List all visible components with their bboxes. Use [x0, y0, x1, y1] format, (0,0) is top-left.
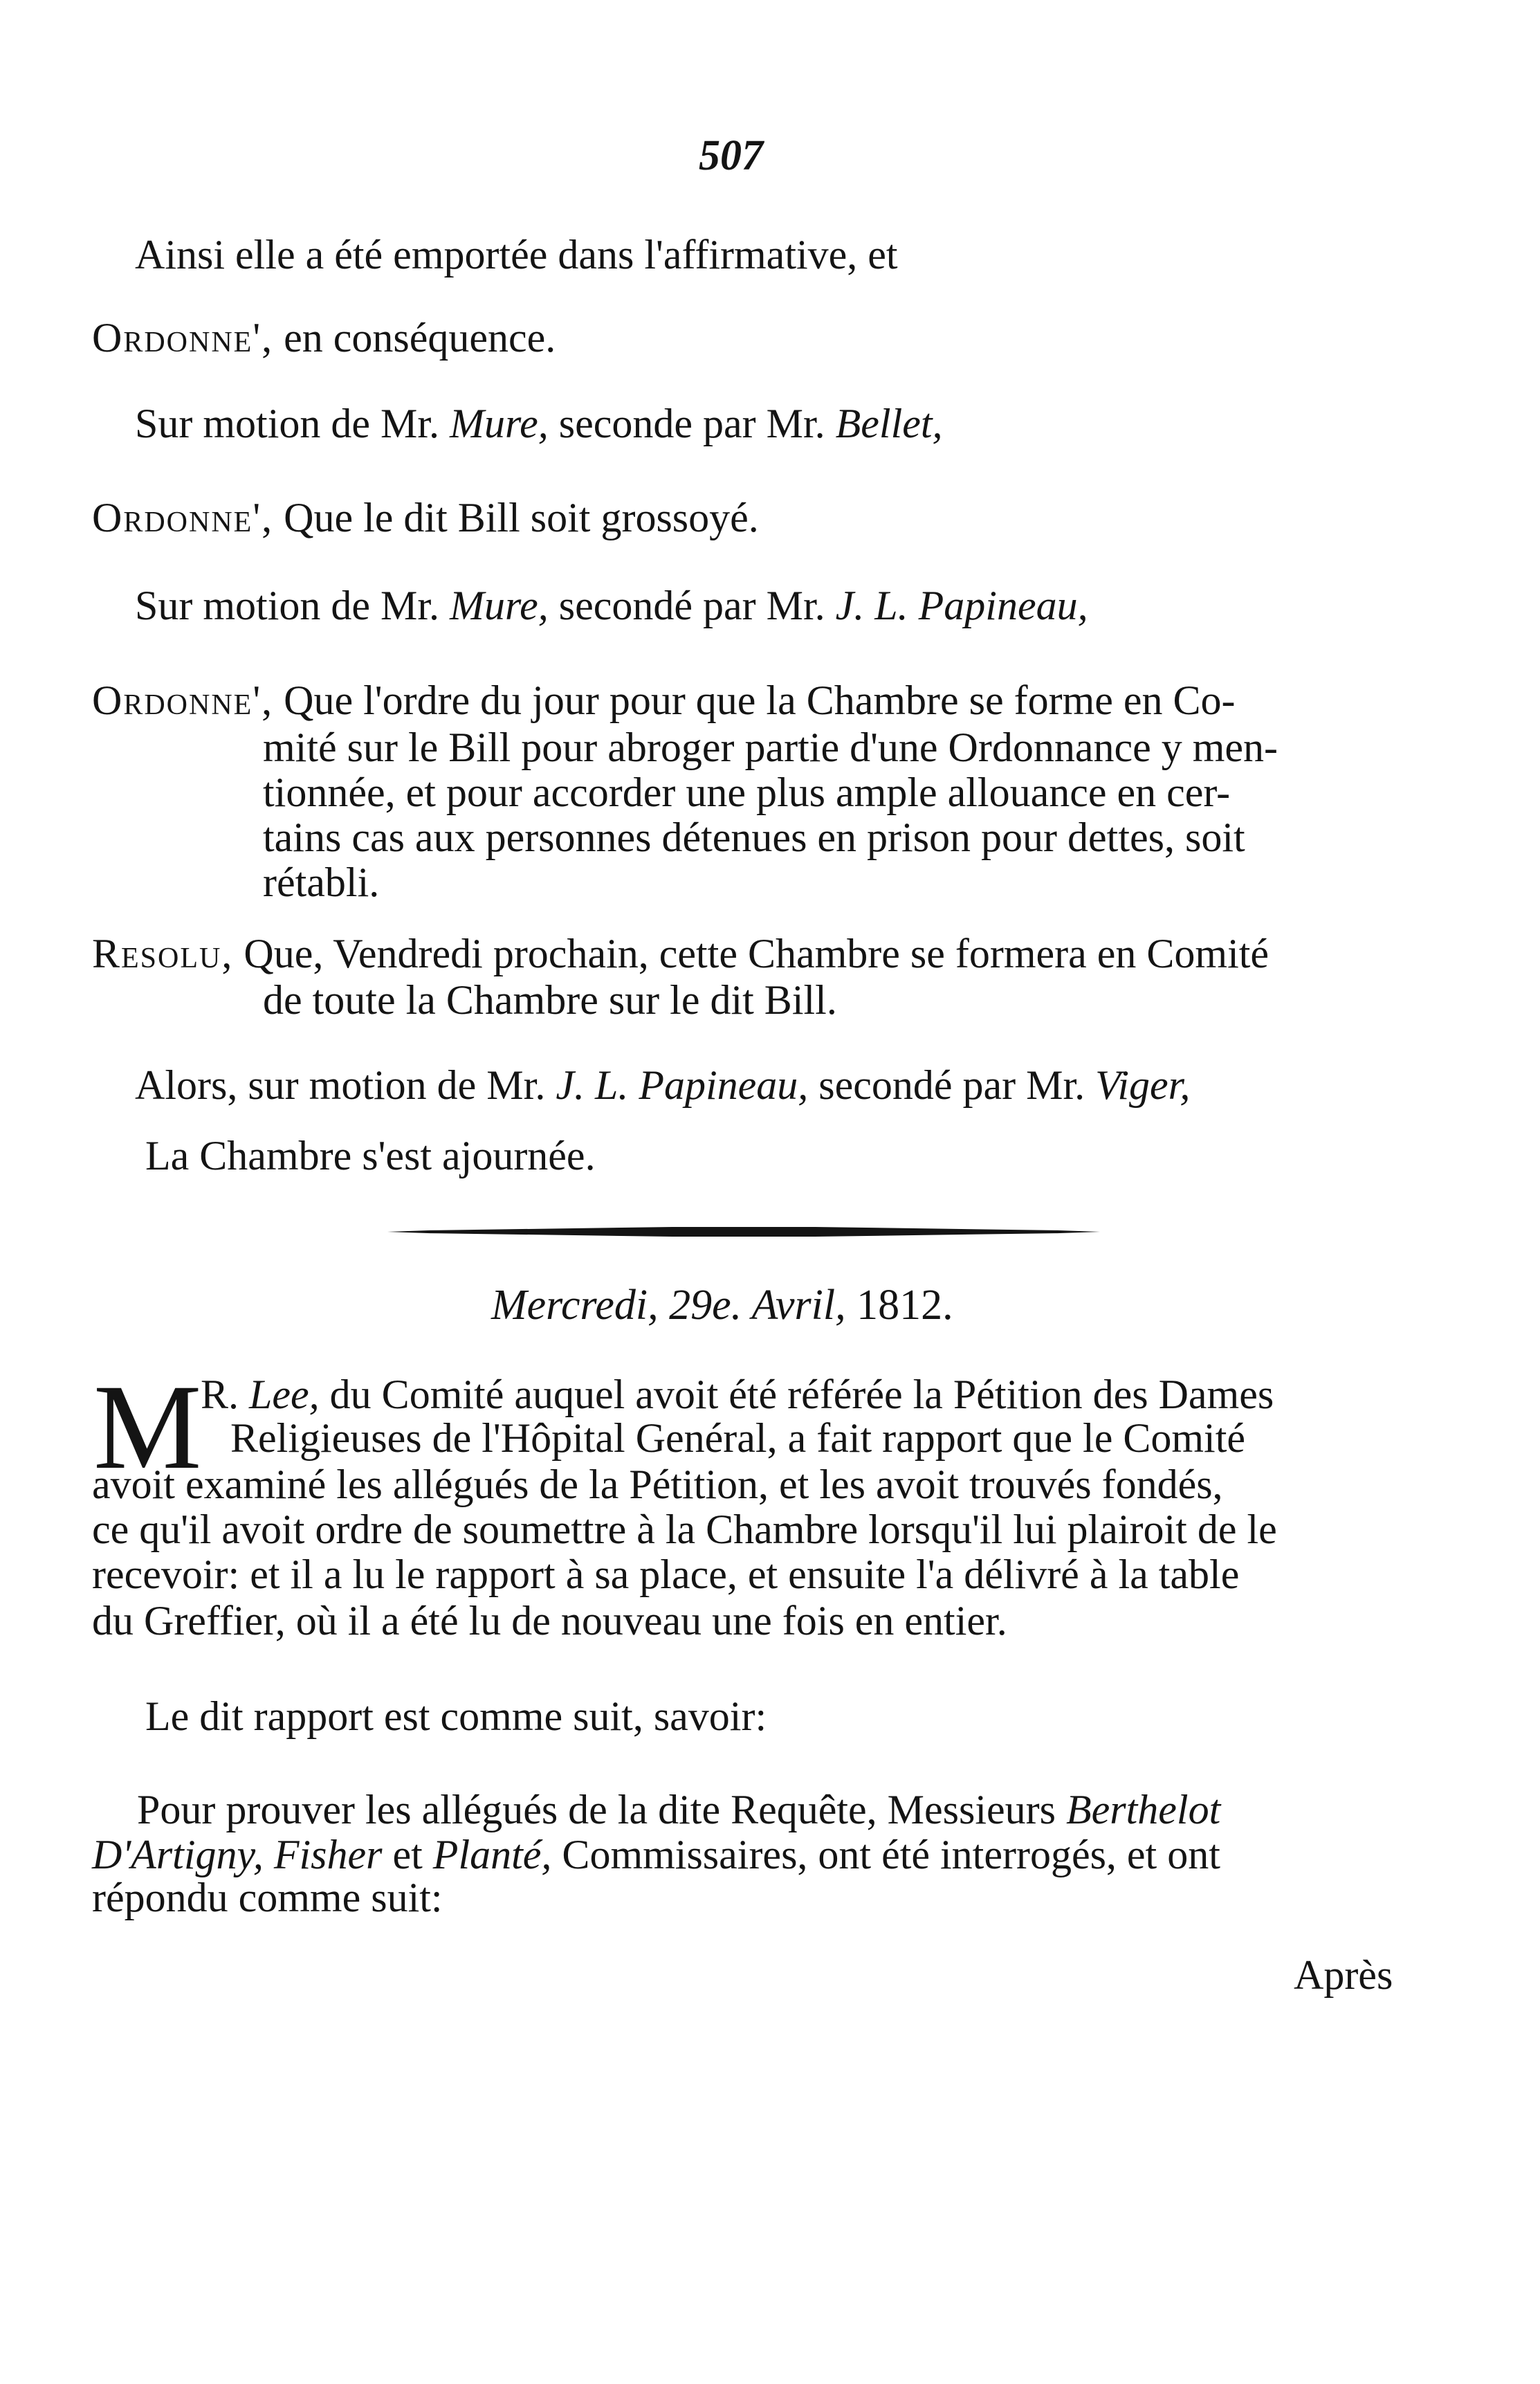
text: Que, Vendredi prochain, cette Chambre se formera en Comité	[233, 931, 1269, 976]
report-line-4: ce qu'il avoit ordre de soumettre à la Chambre lorsqu'il lui plairoit de le	[92, 1507, 1277, 1552]
name-mure: Mure,	[450, 401, 549, 446]
ordonne-label: Ordonne',	[92, 315, 274, 361]
section-divider	[387, 1227, 1100, 1237]
name-mure: Mure,	[450, 583, 549, 628]
ordonne-label: Ordonne',	[92, 677, 274, 723]
proof-line-3: répondu comme suit:	[92, 1875, 443, 1920]
paragraph-affirmative	[135, 234, 898, 275]
motion-mure-bellet	[135, 403, 943, 444]
date-heading	[491, 1284, 953, 1327]
name-papineau: J. L. Papineau,	[835, 583, 1088, 628]
order-day-cont-1: mité sur le Bill pour abroger partie d'une Ordonnance y men-	[263, 725, 1278, 770]
text: Que le dit Bill soit grossoyé.	[273, 495, 759, 540]
resolution-line	[92, 933, 1269, 974]
order-day-cont-3: tains cas aux personnes détenues en prison pour dettes, soit	[263, 815, 1245, 860]
name-papineau: J. L. Papineau,	[556, 1062, 809, 1108]
text: en conséquence.	[273, 315, 556, 361]
text: Sur motion de Mr.	[135, 583, 450, 628]
text: secondé par Mr.	[548, 583, 836, 628]
proof-line-1	[137, 1789, 1220, 1830]
adjourned-line: La Chambre s'est ajournée.	[145, 1133, 596, 1179]
name-lee: Lee,	[249, 1372, 320, 1417]
report-line-5: recevoir: et il a lu le rapport à sa place, et ensuite l'a délivré à la table	[92, 1552, 1240, 1597]
proof-line-2	[92, 1834, 1220, 1875]
ordonne-label: Ordonne',	[92, 495, 274, 540]
names-dartigny-fisher: D'Artigny, Fisher	[92, 1832, 383, 1877]
resolution-cont: de toute la Chambre sur le dit Bill.	[263, 977, 837, 1023]
page-number: 507	[699, 132, 763, 179]
report-line-1	[201, 1374, 1404, 1415]
resolu-label: Resolu,	[92, 931, 234, 976]
text: seconde par Mr.	[548, 401, 836, 446]
text: Sur motion de Mr.	[135, 401, 450, 446]
name-plante: Planté,	[432, 1832, 552, 1877]
date-day: Mercredi,	[491, 1282, 659, 1329]
order-day-cont-4: rétabli.	[263, 859, 380, 905]
date-year: 1812.	[856, 1282, 953, 1329]
report-line-3: avoit examiné les allégués de la Pétition, et les avoit trouvés fondés,	[92, 1462, 1223, 1507]
report-line-2: Religieuses de l'Hôpital Genéral, a fait rapport que le Comité	[230, 1415, 1246, 1461]
motion-mure-papineau	[135, 585, 1088, 626]
date-number: 29e.	[669, 1282, 742, 1329]
order-engross	[92, 497, 759, 538]
text: R.	[201, 1372, 250, 1417]
name-berthelot: Berthelot	[1065, 1787, 1221, 1832]
catchword: Après	[1294, 1952, 1393, 1998]
order-consequence	[92, 315, 556, 361]
text: Que l'ordre du jour pour que la Chambre se forme en Co-	[273, 677, 1236, 723]
name-bellet: Bellet,	[835, 401, 943, 446]
text: Pour prouver les allégués de la dite Requête, Messieurs	[137, 1787, 1066, 1832]
order-day-cont-2: tionnée, et pour accorder une plus ample allouance en cer-	[263, 770, 1231, 815]
text: du Comité auquel avoit été référée la Pétition des Dames	[319, 1372, 1274, 1417]
order-day-line	[92, 677, 1236, 723]
text: secondé par Mr.	[808, 1062, 1096, 1108]
drop-cap: M	[93, 1360, 202, 1495]
date-month: Avril,	[751, 1282, 846, 1329]
text: Alors, sur motion de Mr.	[135, 1062, 556, 1108]
report-line-6: du Greffier, où il a été lu de nouveau une fois en entier.	[92, 1598, 1007, 1644]
text: et	[382, 1832, 433, 1877]
motion-adjourn	[135, 1064, 1190, 1106]
text: Commissaires, ont été interrogés, et ont	[551, 1832, 1220, 1877]
report-intro: Le dit rapport est comme suit, savoir:	[145, 1693, 767, 1739]
text: Ainsi elle a été emportée dans l'affirmative, et	[135, 232, 898, 277]
name-viger: Viger,	[1095, 1062, 1191, 1108]
